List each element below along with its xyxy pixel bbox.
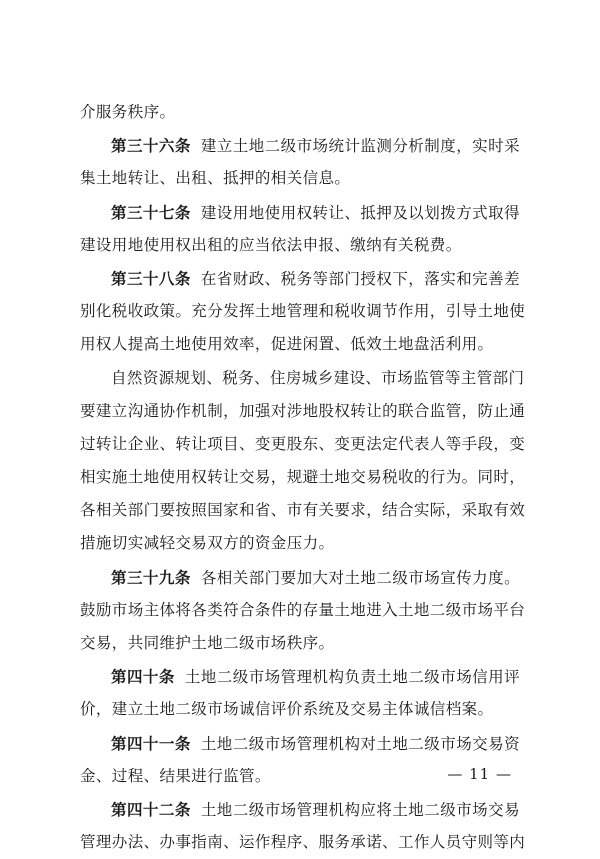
article-heading: 第四十条 bbox=[111, 667, 175, 687]
text-line bbox=[80, 561, 520, 594]
text-line bbox=[80, 428, 526, 461]
line-text: 交易，共同维护土地二级市场秩序。 bbox=[80, 634, 335, 652]
text-line bbox=[80, 395, 526, 428]
line-text: 介服务秩序。 bbox=[80, 103, 176, 121]
article-heading: 第三十七条 bbox=[111, 202, 191, 222]
line-text: 各相关部门要加大对土地二级市场宣传力度。 bbox=[200, 568, 520, 587]
text-line bbox=[80, 129, 520, 162]
line-text: 要建立沟通协作机制，加强对涉地股权转让的联合监管，防止通 bbox=[80, 401, 526, 420]
text-line bbox=[80, 660, 520, 693]
line-text: 建立土地二级市场统计监测分析制度，实时采 bbox=[200, 137, 520, 156]
text-line bbox=[80, 494, 526, 527]
line-text: 用权人提高土地使用效率，促进闲置、低效土地盘活利用。 bbox=[80, 335, 494, 354]
text-line bbox=[80, 793, 520, 826]
article-heading: 第三十九条 bbox=[111, 567, 191, 587]
line-text: 建设用地使用权出租的应当依法申报、缴纳有关税费。 bbox=[80, 235, 462, 254]
text-line bbox=[80, 162, 520, 195]
text-line bbox=[80, 196, 520, 229]
article-heading: 第三十八条 bbox=[111, 268, 191, 288]
line-text: 过转让企业、转让项目、变更股东、变更法定代表人等手段，变 bbox=[80, 434, 526, 453]
line-text: 建设用地使用权转让、抵押及以划拨方式取得 bbox=[200, 203, 520, 222]
text-line bbox=[80, 229, 520, 262]
text-line bbox=[80, 362, 525, 395]
line-text: 价，建立土地二级市场诚信评价系统及交易主体诚信档案。 bbox=[80, 700, 494, 719]
line-text: 管理办法、办事指南、运作程序、服务承诺、工作人员守则等内 bbox=[80, 833, 526, 852]
article-heading: 第三十六条 bbox=[111, 136, 191, 156]
line-text: 别化税收政策。充分发挥土地管理和税收调节作用，引导土地使 bbox=[80, 302, 526, 321]
text-line bbox=[80, 627, 520, 660]
line-text: 集土地转让、出租、抵押的相关信息。 bbox=[80, 169, 351, 188]
text-line bbox=[80, 461, 526, 494]
line-text: 自然资源规划、税务、住房城乡建设、市场监管等主管部门 bbox=[111, 368, 525, 387]
line-text: 相实施土地使用权转让交易，规避土地交易税收的行为。同时， bbox=[80, 468, 526, 487]
text-line bbox=[80, 594, 526, 627]
text-line bbox=[80, 328, 520, 361]
line-text: 金、过程、结果进行监管。 bbox=[80, 766, 271, 785]
text-line bbox=[80, 262, 520, 295]
line-text: 土地二级市场管理机构对土地二级市场交易资 bbox=[200, 734, 520, 753]
document-body bbox=[80, 96, 526, 859]
text-line bbox=[80, 527, 520, 560]
text-line bbox=[80, 693, 520, 726]
text-line bbox=[80, 826, 526, 859]
article-heading: 第四十二条 bbox=[111, 799, 191, 819]
article-heading: 第四十一条 bbox=[111, 733, 191, 753]
text-line bbox=[80, 295, 526, 328]
text-line bbox=[80, 727, 520, 760]
line-text: 鼓励市场主体将各类符合条件的存量土地进入土地二级市场平台 bbox=[80, 600, 526, 619]
line-text: 措施切实减轻交易双方的资金压力。 bbox=[80, 534, 335, 553]
text-line bbox=[80, 96, 520, 129]
line-text: 各相关部门要按照国家和省、市有关要求，结合实际，采取有效 bbox=[80, 501, 526, 520]
line-text: 在省财政、税务等部门授权下，落实和完善差 bbox=[200, 269, 520, 288]
page-number-text: — 11 — bbox=[447, 765, 512, 783]
line-text: 土地二级市场管理机构应将土地二级市场交易 bbox=[200, 800, 520, 819]
page-number bbox=[0, 762, 600, 786]
line-text: 土地二级市场管理机构负责土地二级市场信用评 bbox=[184, 668, 520, 687]
